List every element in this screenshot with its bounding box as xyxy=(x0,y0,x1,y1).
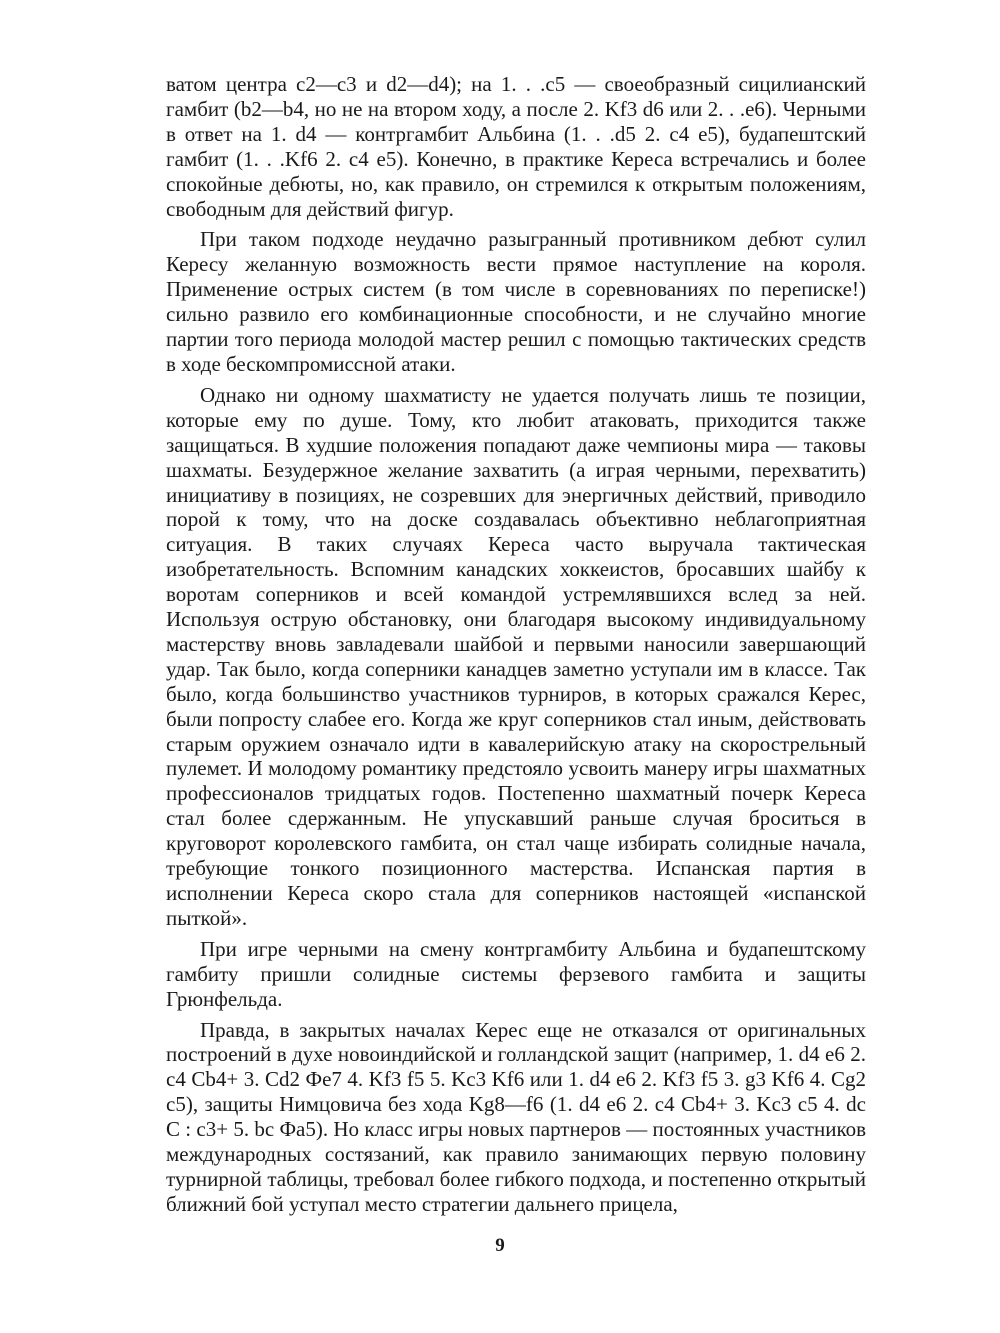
page-body xyxy=(166,72,866,1223)
paragraph-black-systems: При игре черными на смену контргамбиту Альбина и будапештскому гамбиту пришли солидные системы ферзевого гамбита и защиты Грюнфельда. xyxy=(166,936,866,1011)
paragraph-defense: Однако ни одному шахматисту не удается получать лишь те позиции, которые ему по душе. Тому, кто любит атаковать, приходится также защищаться. В худшие положения попадают даже чемпионы мира — таковы шахматы. Безудержное желание захватить (а играя черными, перехватить) инициативу в позициях, не созревших для энергичных действий, приводило порой к тому, что на доске создавалась объективно неблагоприятная ситуация. В таких случаях Кереса часто выручала тактическая изобретательность. Вспомним канадских хоккеистов, бросавших шайбу к воротам соперников и всей командой устремлявшихся вслед за ней. Используя острую обстановку, они благодаря высокому индивидуальному мастерству вновь завладевали шайбой и первыми наносили завершающий удар. Так было, когда соперники канадцев заметно уступали им в классе. Так было, когда большинство участников турниров, в которых сражался Керес, были попросту слабее его. Когда же круг соперников стал иным, действовать старым оружием означало идти в кавалерийскую атаку на скорострельный пулемет. И молодому романтику предстояло усвоить манеру игры шахматных профессионалов тридцатых годов. Постепенно шахматный почерк Кереса стал более сдержанным. Не упускавший раньше случая броситься в круговорот королевского гамбита, он стал чаще избирать солидные начала, требующие тонкого позиционного мастерства. Испанская партия в исполнении Кереса скоро стала для соперников настоящей «испанской пыткой». xyxy=(166,382,866,930)
paragraph-continuation: ватом центра c2—c3 и d2—d4); на 1. . .c5 — своеобразный сицилианский гамбит (b2—b4, но не на втором ходу, а после 2. Kf3 d6 или 2. . .e6). Черными в ответ на 1. d4 — контргамбит Альбина (1. . .d5 2. c4 e5), будапештский гамбит (1. . .Kf6 2. c4 e5). Конечно, в практике Кереса встречались и более спокойные дебюты, но, как правило, он стремился к открытым положениям, свободным для действий фигур. xyxy=(166,72,866,221)
paragraph-closed-openings: Правда, в закрытых началах Керес еще не отказался от оригинальных построений в духе новоиндийской и голландской защит (например, 1. d4 e6 2. c4 Cb4+ 3. Cd2 Фe7 4. Kf3 f5 5. Kc3 Kf6 или 1. d4 e6 2. Kf3 f5 3. g3 Kf6 4. Cg2 c5), защиты Нимцовича без хода Kg8—f6 (1. d4 e6 2. c4 Cb4+ 3. Kc3 c5 4. dc C : c3+ 5. bc Фa5). Но класс игры новых партнеров — постоянных участников международных состязаний, как правило занимающих первую половину турнирной таблицы, требовал более гибкого подхода, и постепенно открытый ближний бой уступал место стратегии дальнего прицела, xyxy=(166,1017,866,1216)
page-number: 9 xyxy=(495,1235,505,1256)
paragraph-opening-approach: При таком подходе неудачно разыгранный противником дебют сулил Кересу желанную возможность вести прямое наступление на короля. Применение острых систем (в том числе в соревнованиях по переписке!) сильно развило его комбинационные способности, и не случайно многие партии того периода молодой мастер решил с помощью тактических средств в ходе бескомпромиссной атаки. xyxy=(166,227,866,376)
